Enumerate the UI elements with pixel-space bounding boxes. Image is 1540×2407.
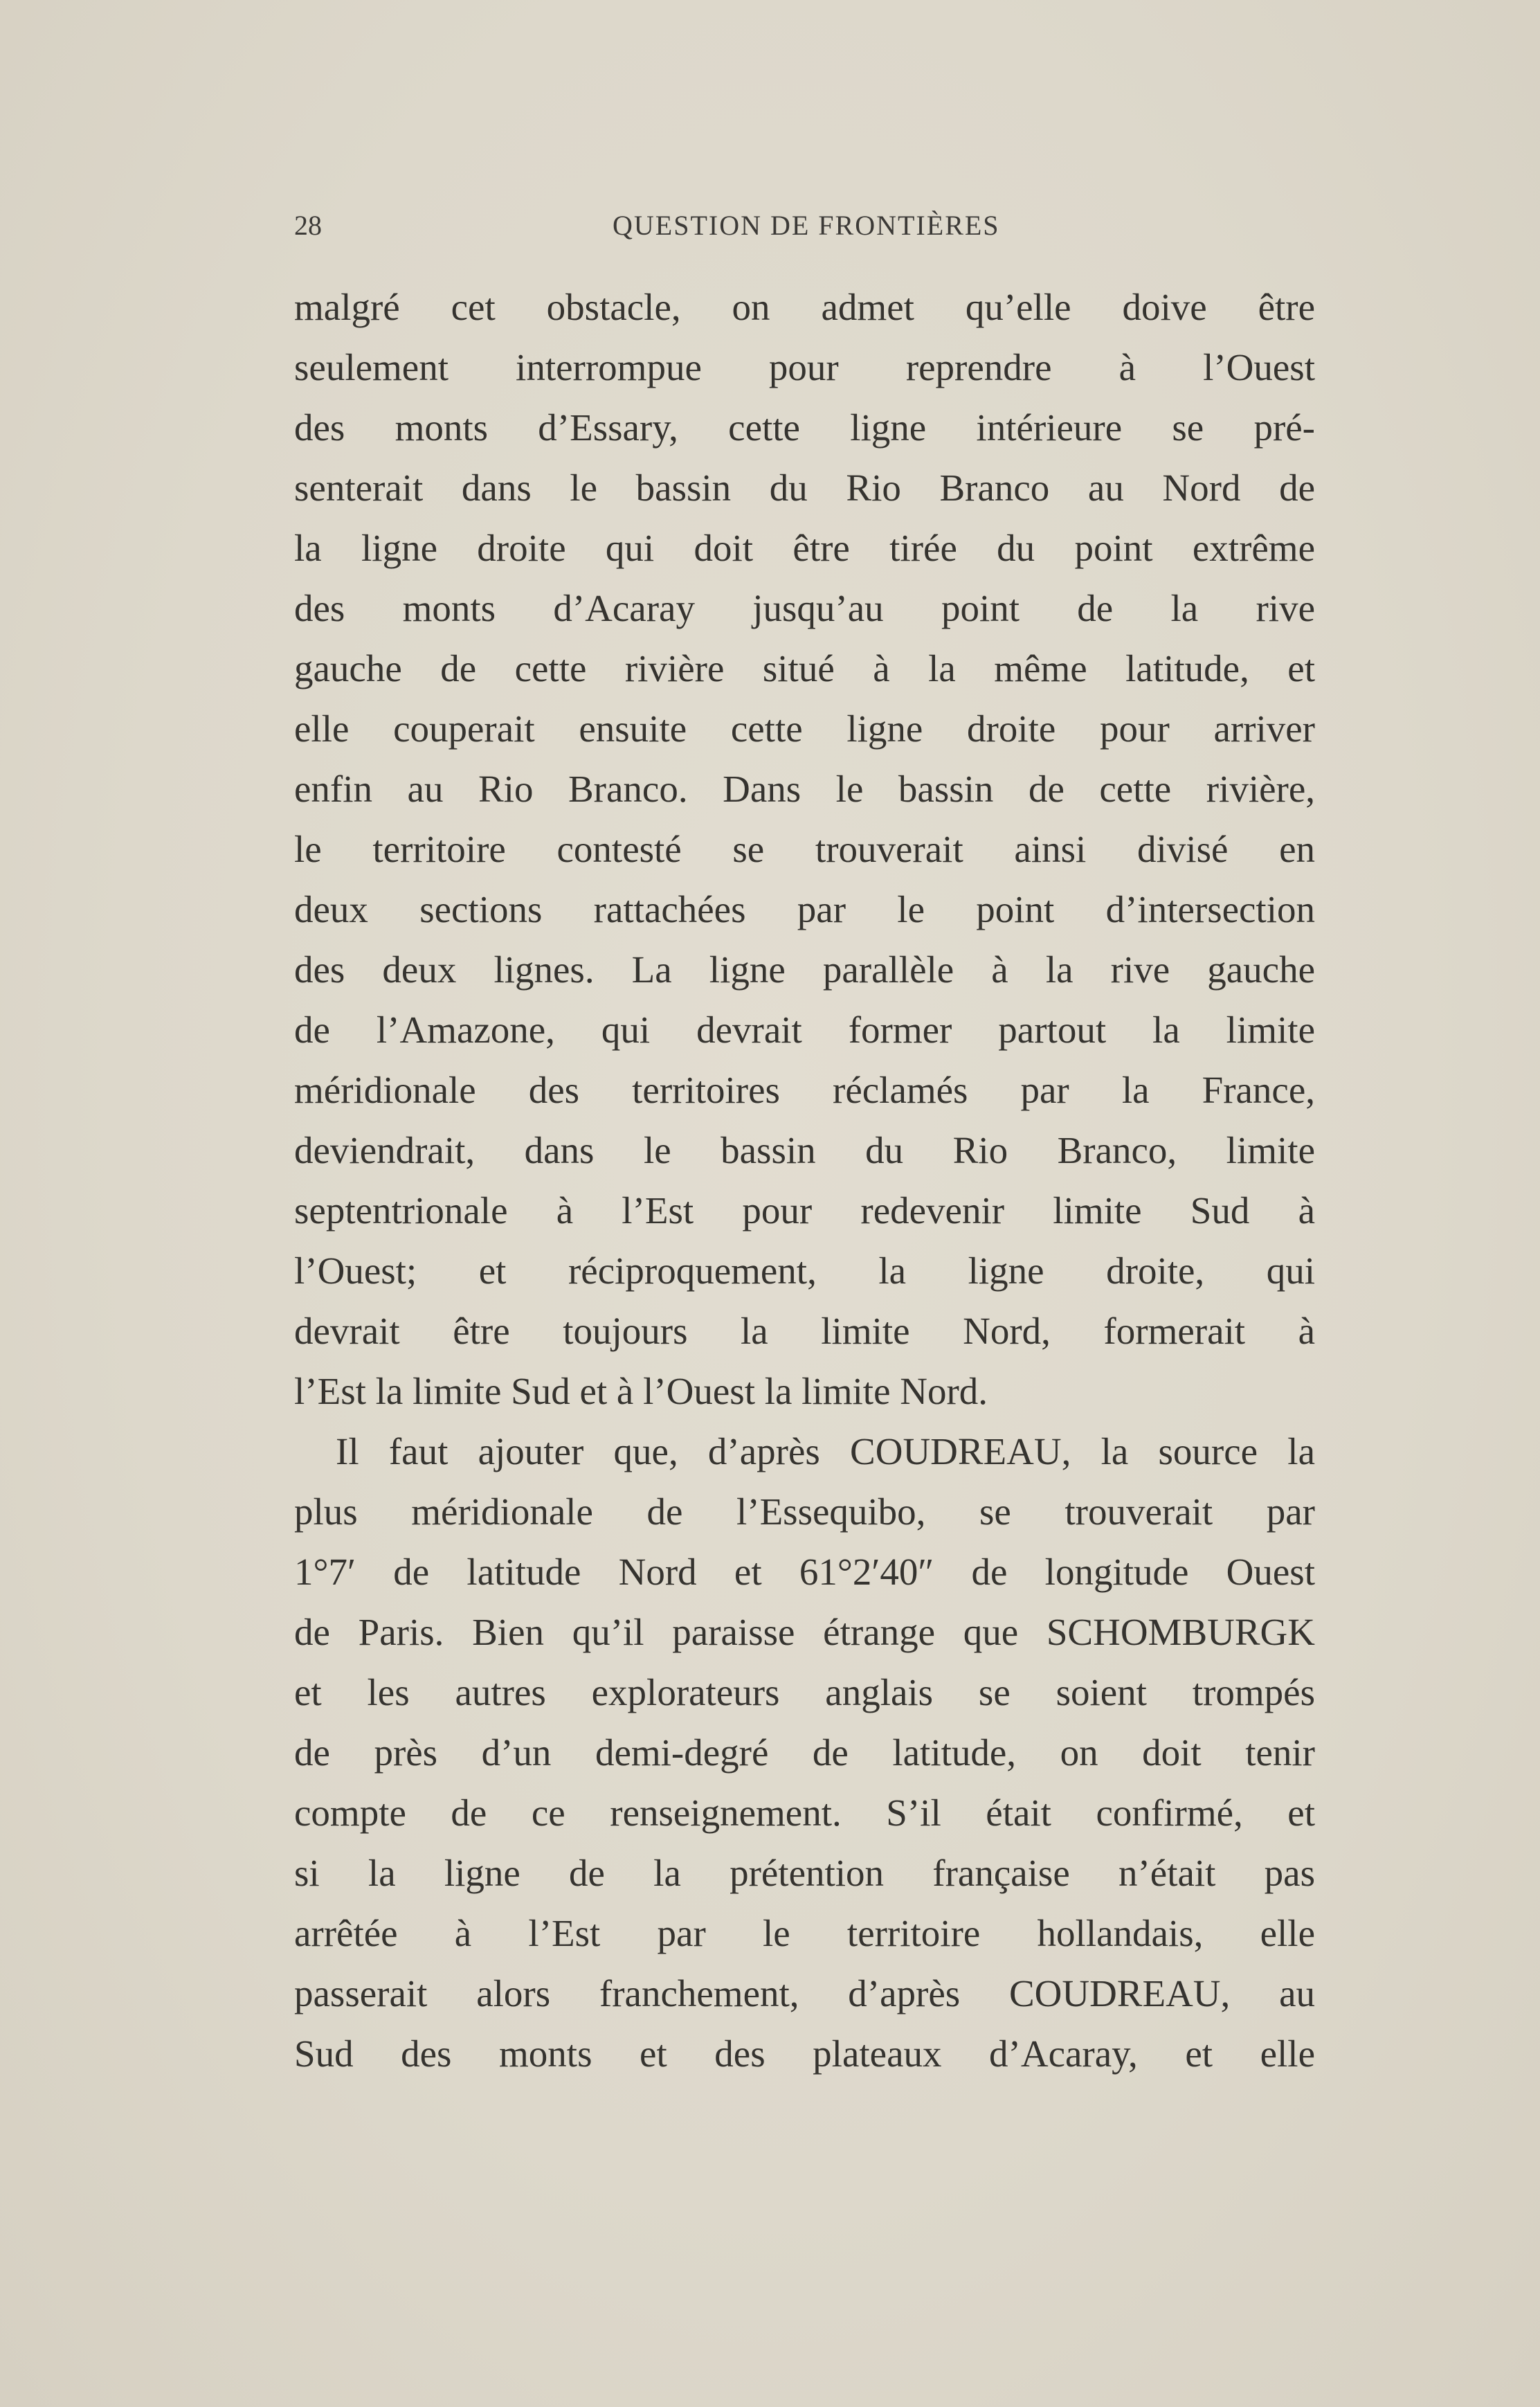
text-line: passerait alors franchement, d’après COUDREAU, au bbox=[294, 1972, 1315, 2014]
text-line: senterait dans le bassin du Rio Branco au Nord de bbox=[294, 467, 1315, 509]
text-line: de Paris. Bien qu’il paraisse étrange que SCHOMBURGK bbox=[294, 1611, 1315, 1653]
text-line: enfin au Rio Branco. Dans le bassin de cette rivière, bbox=[294, 768, 1315, 810]
paragraph-start-line: Il faut ajouter que, d’après COUDREAU, la source la bbox=[336, 1430, 1315, 1472]
text-line: des monts d’Essary, cette ligne intérieure se pré- bbox=[294, 406, 1315, 449]
text-line: elle couperait ensuite cette ligne droite pour arriver bbox=[294, 707, 1315, 750]
text-line: le territoire contesté se trouverait ainsi divisé en bbox=[294, 828, 1315, 870]
text-line: deux sections rattachées par le point d’intersection bbox=[294, 888, 1315, 930]
text-line: méridionale des territoires réclamés par la France, bbox=[294, 1069, 1315, 1111]
text-line: de l’Amazone, qui devrait former partout la limite bbox=[294, 1009, 1315, 1051]
text-line: de près d’un demi-degré de latitude, on doit tenir bbox=[294, 1731, 1315, 1774]
text-line: deviendrait, dans le bassin du Rio Branco, limite bbox=[294, 1129, 1315, 1171]
text-line: Sud des monts et des plateaux d’Acaray, et elle bbox=[294, 2032, 1315, 2075]
text-line: seulement interrompue pour reprendre à l’Ouest bbox=[294, 346, 1315, 388]
running-title: QUESTION DE FRONTIÈRES bbox=[613, 210, 1000, 241]
text-line: 1°7′ de latitude Nord et 61°2′40″ de longitude Ouest bbox=[294, 1551, 1315, 1593]
page-number: 28 bbox=[294, 210, 322, 241]
text-line: septentrionale à l’Est pour redevenir limite Sud à bbox=[294, 1189, 1315, 1232]
page-header bbox=[294, 205, 1305, 246]
text-line: malgré cet obstacle, on admet qu’elle doive être bbox=[294, 286, 1315, 328]
text-line: des monts d’Acaray jusqu’au point de la rive bbox=[294, 587, 1315, 629]
text-line: la ligne droite qui doit être tirée du point extrême bbox=[294, 527, 1315, 569]
text-line: gauche de cette rivière situé à la même latitude, et bbox=[294, 647, 1315, 689]
text-line: si la ligne de la prétention française n’était pas bbox=[294, 1852, 1315, 1894]
text-line: compte de ce renseignement. S’il était confirmé, et bbox=[294, 1792, 1315, 1834]
text-line: plus méridionale de l’Essequibo, se trouverait par bbox=[294, 1490, 1315, 1533]
text-line: et les autres explorateurs anglais se soient trompés bbox=[294, 1671, 1315, 1713]
text-line: l’Ouest; et réciproquement, la ligne droite, qui bbox=[294, 1250, 1315, 1292]
paragraph-end-line: l’Est la limite Sud et à l’Ouest la limite Nord. bbox=[294, 1370, 988, 1412]
text-line: des deux lignes. La ligne parallèle à la rive gauche bbox=[294, 948, 1315, 991]
text-line: arrêtée à l’Est par le territoire hollandais, elle bbox=[294, 1912, 1315, 1954]
text-line: devrait être toujours la limite Nord, formerait à bbox=[294, 1310, 1315, 1352]
body-text bbox=[294, 277, 1315, 2084]
